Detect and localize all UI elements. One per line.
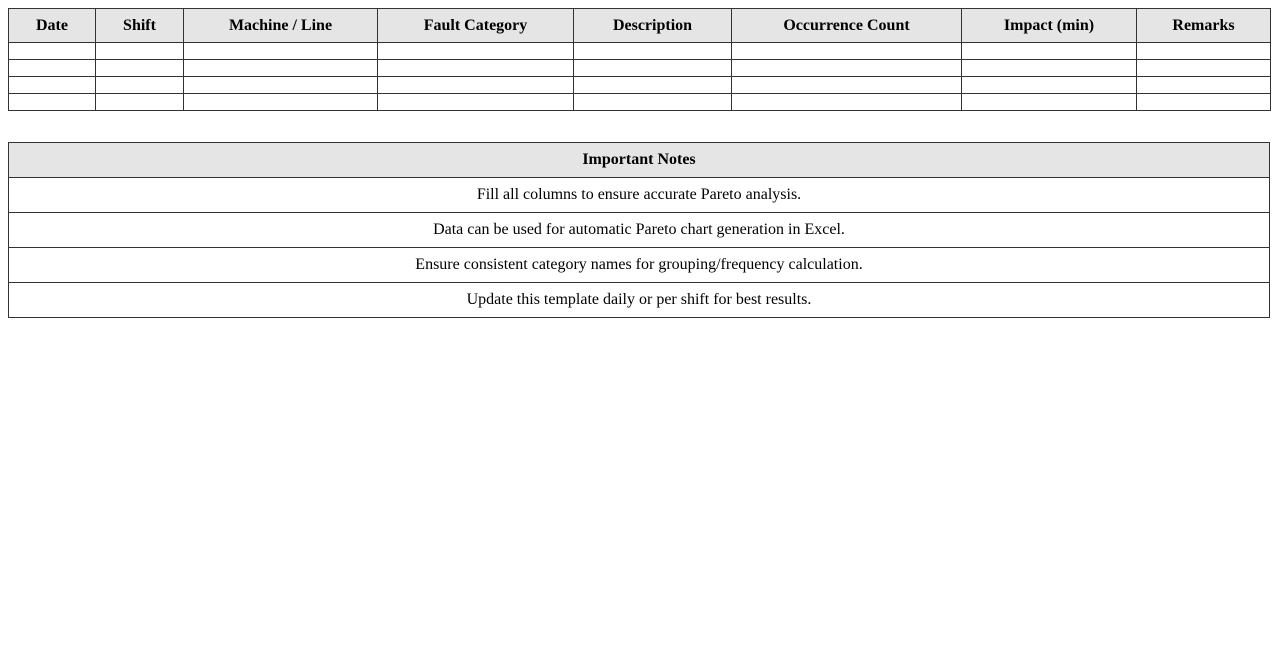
table-row xyxy=(9,77,1271,94)
column-header-shift: Shift xyxy=(96,9,184,43)
table-cell[interactable] xyxy=(732,77,962,94)
table-cell[interactable] xyxy=(184,60,378,77)
table-cell[interactable] xyxy=(9,94,96,111)
table-cell[interactable] xyxy=(96,43,184,60)
table-cell[interactable] xyxy=(9,43,96,60)
table-cell[interactable] xyxy=(962,60,1137,77)
table-cell[interactable] xyxy=(96,77,184,94)
table-cell[interactable] xyxy=(96,94,184,111)
table-cell[interactable] xyxy=(9,60,96,77)
note-row xyxy=(9,283,1270,318)
column-header-machine-line: Machine / Line xyxy=(184,9,378,43)
note-item: Fill all columns to ensure accurate Pareto analysis. xyxy=(9,178,1270,213)
column-header-occurrence-count: Occurrence Count xyxy=(732,9,962,43)
table-cell[interactable] xyxy=(184,94,378,111)
note-item: Data can be used for automatic Pareto chart generation in Excel. xyxy=(9,213,1270,248)
table-cell[interactable] xyxy=(574,60,732,77)
note-row xyxy=(9,213,1270,248)
table-row xyxy=(9,94,1271,111)
table-cell[interactable] xyxy=(378,77,574,94)
table-cell[interactable] xyxy=(1137,60,1271,77)
note-item: Update this template daily or per shift for best results. xyxy=(9,283,1270,318)
column-header-description: Description xyxy=(574,9,732,43)
table-cell[interactable] xyxy=(184,77,378,94)
table-cell[interactable] xyxy=(962,43,1137,60)
important-notes-table xyxy=(8,142,1270,318)
note-row xyxy=(9,248,1270,283)
table-cell[interactable] xyxy=(184,43,378,60)
table-cell[interactable] xyxy=(1137,43,1271,60)
column-header-fault-category: Fault Category xyxy=(378,9,574,43)
table-cell[interactable] xyxy=(574,77,732,94)
fault-table-header-row xyxy=(9,9,1271,43)
table-cell[interactable] xyxy=(378,43,574,60)
table-cell[interactable] xyxy=(1137,94,1271,111)
table-cell[interactable] xyxy=(574,43,732,60)
table-cell[interactable] xyxy=(962,77,1137,94)
table-cell[interactable] xyxy=(378,60,574,77)
note-item: Ensure consistent category names for grouping/frequency calculation. xyxy=(9,248,1270,283)
table-cell[interactable] xyxy=(378,94,574,111)
note-row xyxy=(9,178,1270,213)
table-cell[interactable] xyxy=(732,43,962,60)
table-cell[interactable] xyxy=(96,60,184,77)
column-header-remarks: Remarks xyxy=(1137,9,1271,43)
table-cell[interactable] xyxy=(1137,77,1271,94)
notes-header-row xyxy=(9,143,1270,178)
column-header-impact-min: Impact (min) xyxy=(962,9,1137,43)
notes-title: Important Notes xyxy=(9,143,1270,178)
table-cell[interactable] xyxy=(732,60,962,77)
column-header-date: Date xyxy=(9,9,96,43)
table-cell[interactable] xyxy=(574,94,732,111)
table-row xyxy=(9,60,1271,77)
table-cell[interactable] xyxy=(962,94,1137,111)
fault-log-table xyxy=(8,8,1271,111)
table-row xyxy=(9,43,1271,60)
table-cell[interactable] xyxy=(9,77,96,94)
table-cell[interactable] xyxy=(732,94,962,111)
